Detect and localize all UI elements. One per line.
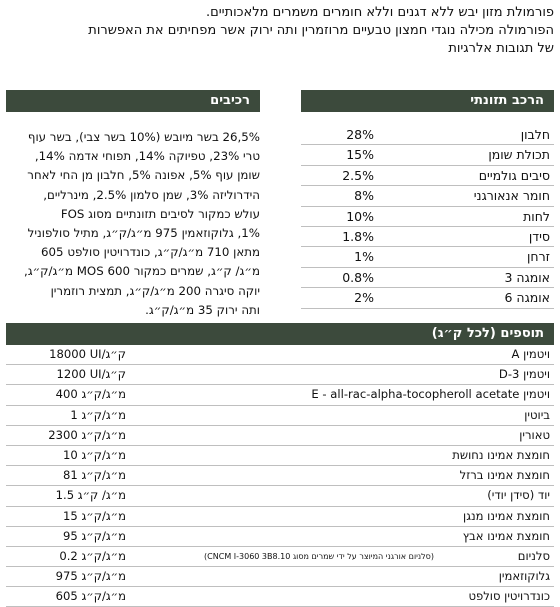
additive-row (6, 345, 554, 365)
composition-row (301, 288, 554, 308)
ingredients-line: מתאן 710 מ״ג/ק״ג, כונדרויטין סולפט 605 (41, 245, 260, 260)
additives-header: תוספים (לכל ק״ג) (6, 323, 554, 345)
ingredients-line: 1%, גלוקוזאמין 975 מ״ג/ק״ג, מתיל סולפוניל (27, 226, 260, 241)
additive-row (6, 547, 554, 567)
additive-name: ויטמין E - all-rac-alpha-tocopheroll acetate (311, 387, 550, 402)
ingredients-header: רכיבים (6, 90, 260, 112)
composition-value: 2% (354, 290, 374, 306)
ingredients-line: הידרוליזה 3%, שמן סלמון 2.5%, מינרליים, (43, 187, 260, 202)
additives-table (6, 345, 554, 607)
additive-name: יוד (סידן יודי) (487, 488, 550, 503)
composition-name: חלבון (520, 127, 550, 142)
composition-row (301, 145, 554, 165)
additive-row (6, 406, 554, 426)
composition-value: 28% (346, 127, 374, 142)
additive-name: סלניום (517, 548, 550, 563)
composition-row (301, 247, 554, 267)
additive-name: חומצת אמינו ברזל (459, 468, 550, 483)
ingredients-line: עולש כמקור לסיבים תזונתיים מסוג FOS (60, 206, 260, 221)
additive-name: חומצת אמינו נחושת (452, 447, 550, 462)
composition-name: תכולת שומן (488, 147, 550, 163)
additive-value: 10 מ״ג/ק״ג (63, 447, 126, 462)
additive-value: 0.2 מ״ג/ק״ג (59, 548, 126, 563)
composition-name: אומגה 6 (504, 290, 550, 306)
additive-value: 95 מ״ג/ק״ג (63, 528, 126, 543)
additive-value: 975 מ״ג/ק״ג (55, 569, 126, 584)
additive-name: גלוקוזאמין (498, 569, 550, 584)
additive-name: חומצת אמינו מנגן (463, 508, 550, 523)
composition-name: סידן (528, 228, 550, 244)
composition-table (301, 125, 554, 309)
composition-value: 15% (346, 147, 374, 163)
additive-row (6, 567, 554, 587)
additive-row (6, 365, 554, 385)
composition-value: 0.8% (342, 269, 374, 285)
composition-value: 1% (354, 249, 374, 265)
additive-value: 400 מ״ג/ק״ג (55, 387, 126, 402)
additive-note: (סלניום אורגני המיוצר על ידי שמרים מסוג CNCM I-3060 3B8.10) (204, 551, 434, 561)
additive-value: 18000 UI/ק״ג (49, 347, 126, 361)
additive-value: 15 מ״ג/ק״ג (63, 508, 126, 523)
composition-row (301, 166, 554, 186)
ingredients-line: 26,5% בשר מיובש (10% בשר צבי), בשר עוף (27, 130, 260, 144)
additive-row (6, 446, 554, 466)
additive-row (6, 587, 554, 607)
additive-name: חומצת אמינו אבץ (462, 528, 550, 543)
additive-row (6, 385, 554, 405)
additive-value: 605 מ״ג/ק״ג (55, 589, 126, 604)
composition-row (301, 186, 554, 206)
additive-name: טאורין (519, 427, 550, 442)
product-description (14, 4, 554, 58)
description-line: הפורמולה מכילה נוגדי חמצון טבעיים מרוזמרין ותה ירוק אשר מפחיתים את האפשרות (88, 23, 554, 38)
composition-value: 8% (354, 188, 374, 204)
additive-name: ויטמין A (511, 347, 550, 361)
ingredients-line: ותה ירוק 35 מ״ג/ק״ג. (145, 302, 260, 317)
additive-row (6, 507, 554, 527)
description-line: פורמולת מזון יבש ללא דגנים וללא חומרים משמרים מלאכותיים. (206, 5, 554, 20)
composition-row (301, 207, 554, 227)
additive-row (6, 466, 554, 486)
composition-value: 2.5% (342, 167, 374, 183)
additive-value: 1.5 מ״ג/ ק״ג (55, 488, 126, 503)
ingredients-line: מ״ג/ ק״ג, שמרים כמקור MOS 600 מ״ג/ק״ג, (23, 264, 260, 279)
composition-value: 10% (346, 208, 374, 224)
composition-row (301, 125, 554, 145)
additive-value: 1200 UI/ק״ג (56, 367, 126, 382)
composition-name: חומר אנאורגני (473, 188, 550, 204)
composition-name: אומגה 3 (504, 269, 550, 285)
additive-name: ויטמין D-3 (498, 367, 550, 382)
composition-row (301, 227, 554, 247)
composition-header: הרכב תזונתי (301, 90, 554, 112)
composition-name: לחות (523, 208, 550, 224)
additive-value: 81 מ״ג/ק״ג (63, 468, 126, 483)
composition-name: זרחן (527, 249, 550, 265)
ingredients-line: שומן עוף 5%, אפונה 5%, חלבון מן החי לאחר (27, 168, 260, 183)
additive-value: 2300 מ״ג/ק״ג (48, 427, 126, 442)
composition-value: 1.8% (342, 228, 374, 244)
additive-value: 1 מ״ג/ק״ג (70, 407, 126, 422)
additive-name: כונדרויטין סולפט (468, 589, 550, 604)
ingredients-line: טרי 23%, טפיוקה 14%, תפוחי אדמה 14%, (34, 149, 260, 164)
additive-row (6, 426, 554, 446)
composition-name: סיבים גולמיים (478, 167, 550, 183)
ingredients-text (10, 128, 260, 320)
ingredients-line: יוקה סיגרה 200 מ״ג/ק״ג, תמצית רוזמרין (50, 283, 260, 298)
description-line: של תגובות אלרגיות (448, 41, 554, 56)
additive-name: ביוטין (524, 407, 550, 422)
composition-row (301, 268, 554, 288)
additive-row (6, 527, 554, 547)
additive-row (6, 486, 554, 506)
